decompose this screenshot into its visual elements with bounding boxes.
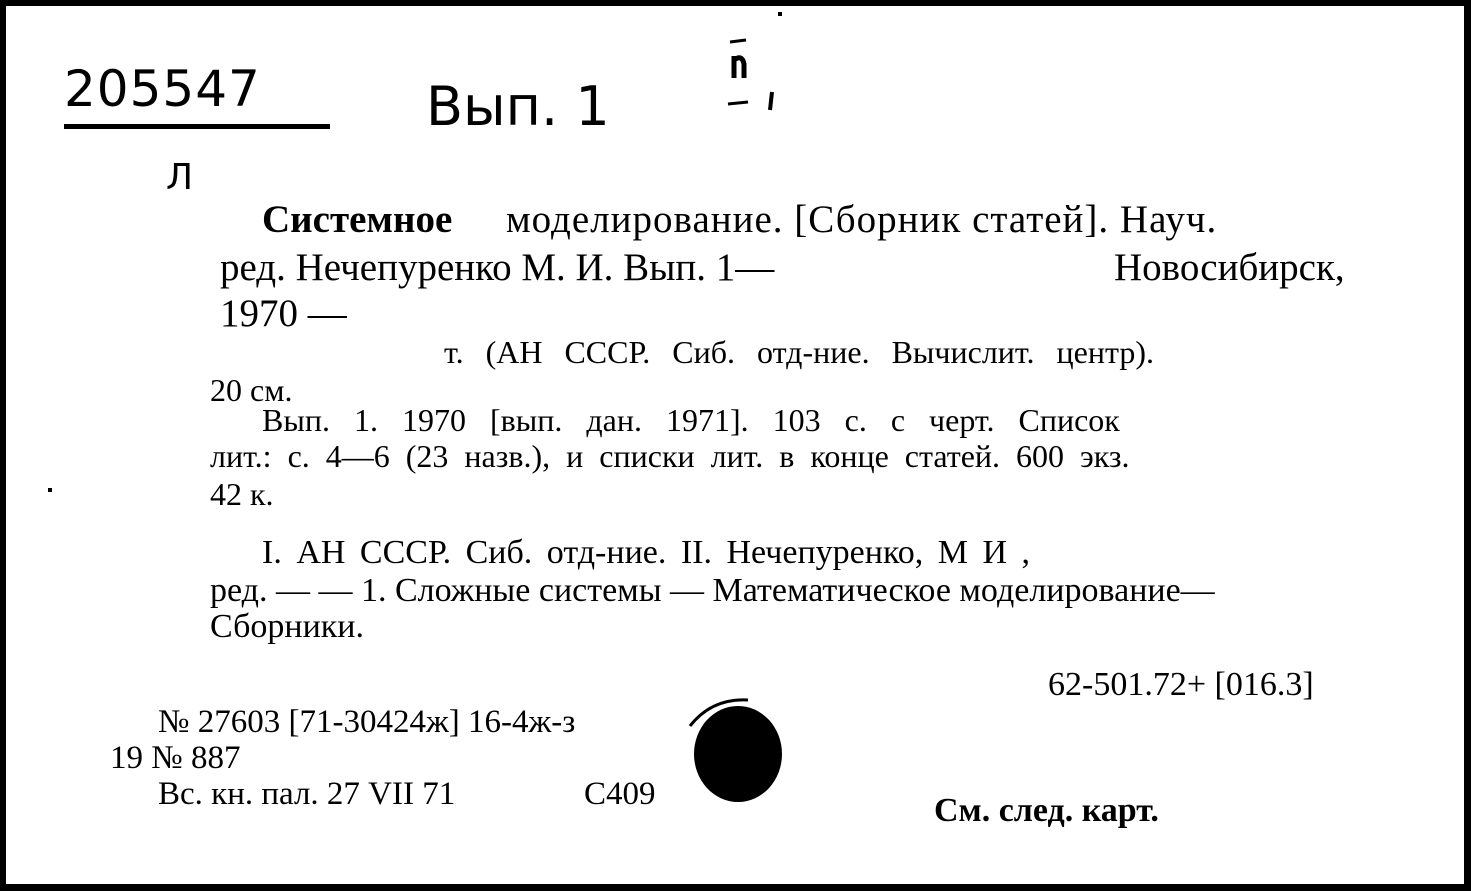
entry-line4: т. (АН СССР. Сиб. отд-ние. Вычислит. центр). <box>444 334 1154 370</box>
entry-line2-left: ред. Нечепуренко М. И. Вып. 1— <box>220 246 775 289</box>
issue-note: Вып. 1 <box>426 75 610 138</box>
classification-number: 62-501.72+ [016.3] <box>1048 666 1314 703</box>
entry-line2-right: Новосибирск, <box>1114 246 1345 289</box>
footer-code: С409 <box>584 776 656 812</box>
entry-line1: моделирование. [Сборник статей]. Науч. <box>506 198 1218 241</box>
card-paper <box>6 6 1464 884</box>
see-next-card: См. след. карт. <box>934 792 1159 829</box>
footer-line1: № 27603 [71-30424ж] 16-4ж-з <box>158 704 576 740</box>
entry-line8: 42 к. <box>210 476 274 512</box>
punch-hole <box>678 692 788 812</box>
margin-mark: Л <box>166 157 194 198</box>
handwritten-mark <box>724 34 784 124</box>
entry-line7: лит.: с. 4—6 (23 назв.), и списки лит. в конце статей. 600 экз. <box>210 438 1130 474</box>
footer-line2: 19 № 887 <box>110 740 241 776</box>
speck-left <box>48 488 52 492</box>
tracing-line3: Сборники. <box>210 608 364 645</box>
entry-title-bold: Системное <box>262 198 453 241</box>
footer-line3: Вс. кн. пал. 27 VII 71 <box>158 776 456 812</box>
accession-number: 205547 <box>64 60 261 118</box>
entry-line6: Вып. 1. 1970 [вып. дан. 1971]. 103 с. с черт. Список <box>262 402 1120 438</box>
tracing-line1: I. АН СССР. Сиб. отд-ние. II. Нечепуренко, М И , <box>262 534 1031 571</box>
accession-underline <box>64 124 330 129</box>
speck-top <box>778 12 782 16</box>
entry-line3: 1970 — <box>220 292 347 335</box>
entry-line5: 20 см. <box>210 372 293 408</box>
tracing-line2: ред. — — 1. Сложные системы — Математическое моделирование— <box>210 572 1215 609</box>
